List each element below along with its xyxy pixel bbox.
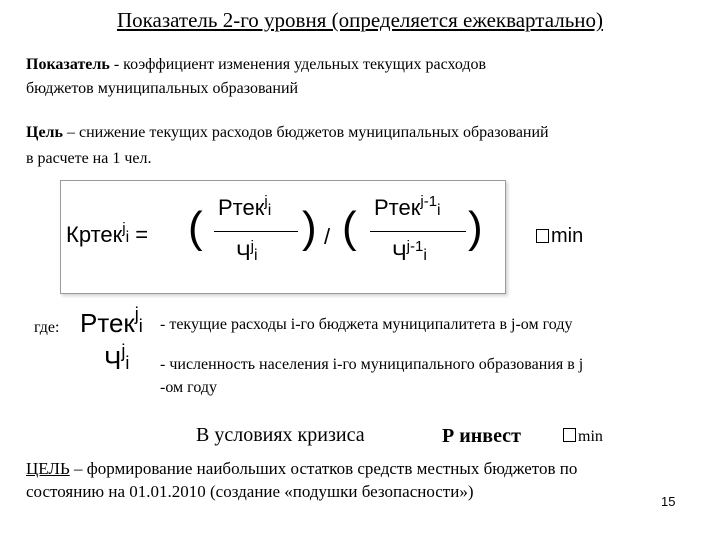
formula-lhs bbox=[66, 222, 148, 248]
legend-ch-name: Ч bbox=[104, 345, 122, 375]
legend-ch-description bbox=[160, 353, 583, 399]
num1-superscript: j bbox=[264, 193, 268, 210]
legend-r-description: - текущие расходы i-го бюджета муниципалитета в j-ом году bbox=[160, 316, 573, 333]
goal-2-text: – формирование наибольших остатков средств местных бюджетов по bbox=[69, 459, 578, 478]
fraction-2-line bbox=[370, 231, 466, 232]
formula-target-label: min bbox=[551, 225, 584, 247]
close-paren-2: ) bbox=[468, 203, 483, 252]
goal-line-1 bbox=[26, 120, 549, 146]
den2-symbol: Ч bbox=[392, 240, 407, 265]
fraction-2-denominator bbox=[392, 240, 427, 266]
goal-statement bbox=[26, 120, 549, 172]
legend-r-symbol bbox=[80, 304, 143, 339]
indicator-definition bbox=[26, 53, 486, 101]
fraction-2-numerator bbox=[374, 195, 441, 221]
equals-sign: = bbox=[135, 222, 149, 247]
goal-text: – снижение текущих расходов бюджетов муниципальных образований bbox=[62, 124, 549, 141]
crisis-symbol: Р инвест bbox=[442, 425, 521, 447]
definition-text: - коэффициент изменения удельных текущих расходов bbox=[109, 56, 487, 73]
definition-line-2: бюджетов муниципальных образований bbox=[26, 80, 299, 97]
legend-r-superscript: j bbox=[134, 304, 139, 324]
crisis-text: В условиях кризиса bbox=[196, 424, 365, 446]
goal-2-line-1 bbox=[26, 457, 577, 480]
lhs-symbol: Кртек bbox=[66, 222, 123, 247]
goal-term: Цель bbox=[26, 124, 63, 141]
legend-ch-subscript: i bbox=[125, 353, 130, 373]
legend-r-name: Ртек bbox=[80, 308, 135, 338]
num2-superscript: j-1 bbox=[420, 193, 438, 210]
den2-superscript: j-1 bbox=[406, 238, 424, 255]
close-paren-1: ) bbox=[302, 203, 317, 252]
formula-target bbox=[536, 225, 583, 248]
den1-symbol: Ч bbox=[236, 240, 251, 265]
missing-glyph-box-icon bbox=[563, 428, 576, 442]
den1-subscript: i bbox=[254, 247, 258, 264]
legend-ch-line-1: - численность населения i-го муниципального образования в j bbox=[160, 356, 584, 373]
crisis-target bbox=[563, 428, 603, 446]
legend-r-subscript: i bbox=[138, 316, 143, 336]
open-paren-1: ( bbox=[188, 203, 203, 252]
page-number: 15 bbox=[661, 494, 676, 509]
lhs-superscript: j bbox=[122, 220, 126, 237]
goal-2-line-2: состоянию на 01.01.2010 (создание «подушки безопасности») bbox=[26, 482, 474, 501]
num1-subscript: i bbox=[267, 202, 272, 219]
num2-subscript: i bbox=[437, 202, 441, 219]
goal-line-2: в расчете на 1 чел. bbox=[26, 150, 152, 167]
legend-ch-superscript: j bbox=[121, 341, 126, 361]
definition-line-1 bbox=[26, 53, 486, 77]
divide-sign: / bbox=[324, 224, 331, 249]
fraction-1-numerator bbox=[218, 195, 271, 221]
slide-title: Показатель 2-го уровня (определяется ежеквартально) bbox=[116, 8, 604, 32]
goal-2-statement bbox=[26, 457, 577, 503]
num1-symbol: Ртек bbox=[218, 195, 265, 220]
where-label: где: bbox=[34, 319, 60, 336]
fraction-1-denominator bbox=[236, 240, 258, 266]
open-paren-2: ( bbox=[342, 203, 357, 252]
missing-glyph-box-icon bbox=[536, 229, 549, 243]
den1-superscript: j bbox=[250, 238, 255, 255]
goal-2-term: ЦЕЛЬ bbox=[26, 459, 70, 478]
legend-ch-symbol bbox=[104, 341, 130, 376]
lhs-subscript: i bbox=[125, 229, 130, 246]
legend-ch-line-2: -ом году bbox=[160, 379, 217, 396]
den2-subscript: i bbox=[423, 247, 427, 264]
num2-symbol: Ртек bbox=[374, 195, 421, 220]
crisis-target-label: min bbox=[578, 428, 603, 445]
definition-term: Показатель bbox=[26, 56, 110, 73]
fraction-1-line bbox=[214, 231, 298, 232]
